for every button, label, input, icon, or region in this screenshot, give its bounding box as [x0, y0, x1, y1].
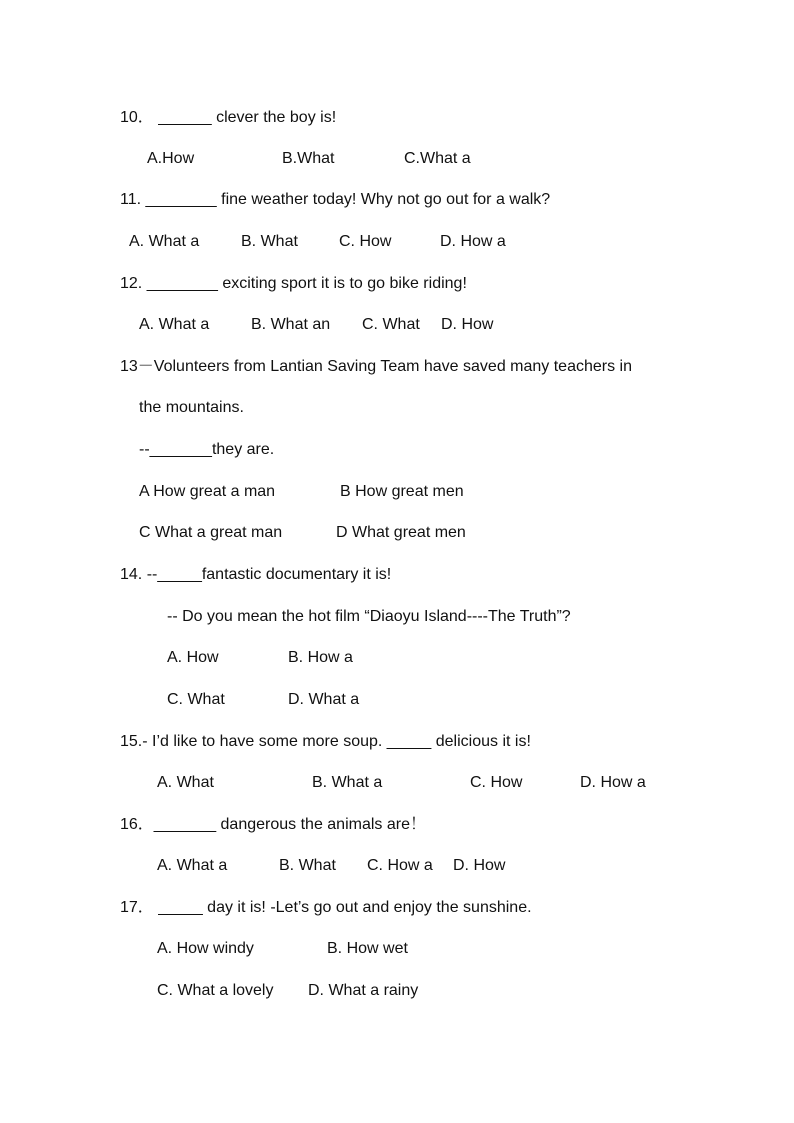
question-15-option-d: D. How a — [580, 774, 646, 791]
question-14-stem: 14. --_____fantastic documentary it is! — [120, 566, 392, 583]
question-11-stem: 11. ________ fine weather today! Why not go out for a walk? — [120, 191, 551, 208]
question-15-option-b: B. What a — [312, 774, 383, 791]
question-17-option-c: C. What a lovely — [157, 982, 274, 999]
question-16-option-c: C. How a — [367, 857, 433, 874]
question-17-option-b: B. How wet — [327, 940, 408, 957]
question-13-stem-line-1: 13－Volunteers from Lantian Saving Team have saved many teachers in — [120, 358, 632, 375]
question-11-option-a: A. What a — [129, 233, 200, 250]
question-17-option-d: D. What a rainy — [308, 982, 419, 999]
question-16-option-b: B. What — [279, 857, 336, 874]
question-13-option-c: C What a great man — [139, 524, 283, 541]
question-16-stem: 16．_______ dangerous the animals are！ — [120, 816, 426, 833]
question-17-stem: 17． _____ day it is! -Let’s go out and enjoy the sunshine. — [120, 899, 532, 916]
question-11-option-c: C. How — [339, 233, 392, 250]
question-13-stem-line-2: the mountains. — [139, 399, 244, 416]
question-13-option-b: B How great men — [340, 483, 464, 500]
question-10-option-a: A.How — [147, 150, 195, 167]
question-16-option-d: D. How — [453, 857, 506, 874]
question-15-stem: 15.- I’d like to have some more soup. _____ delicious it is! — [120, 733, 531, 750]
question-13-option-d: D What great men — [336, 524, 466, 541]
question-15-option-a: A. What — [157, 774, 214, 791]
question-10-option-b: B.What — [282, 150, 335, 167]
question-12-option-b: B. What an — [251, 316, 331, 333]
question-11-option-d: D. How a — [440, 233, 506, 250]
question-15-option-c: C. How — [470, 774, 523, 791]
question-14-option-c: C. What — [167, 691, 225, 708]
question-12-option-d: D. How — [441, 316, 494, 333]
question-11-option-b: B. What — [241, 233, 298, 250]
question-10-stem: 10． ______ clever the boy is! — [120, 109, 337, 126]
question-12-option-c: C. What — [362, 316, 420, 333]
question-17-option-a: A. How windy — [157, 940, 254, 957]
question-16-option-a: A. What a — [157, 857, 228, 874]
question-10-option-c: C.What a — [404, 150, 471, 167]
question-14-reply: -- Do you mean the hot film “Diaoyu Island----The Truth”? — [167, 608, 571, 625]
question-13-reply: --_______they are. — [139, 441, 275, 458]
question-12-option-a: A. What a — [139, 316, 210, 333]
question-14-option-d: D. What a — [288, 691, 360, 708]
question-14-option-a: A. How — [167, 649, 219, 666]
question-12-stem: 12. ________ exciting sport it is to go bike riding! — [120, 275, 467, 292]
question-13-option-a: A How great a man — [139, 483, 276, 500]
question-14-option-b: B. How a — [288, 649, 353, 666]
